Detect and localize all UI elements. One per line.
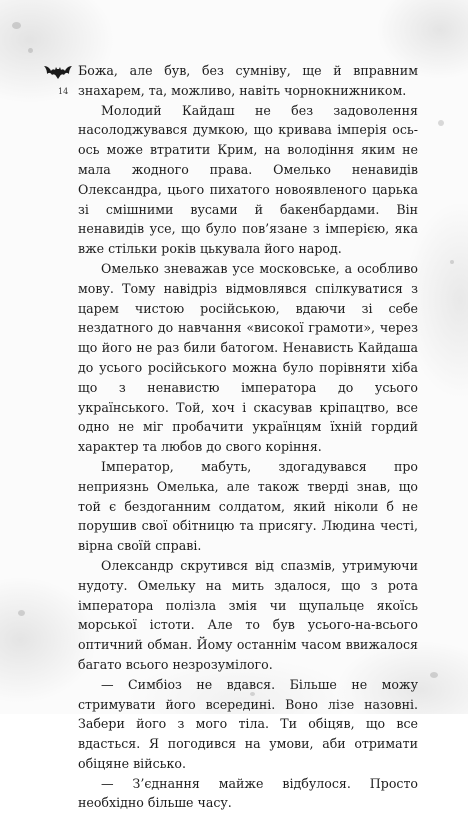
bat-icon — [43, 63, 73, 81]
ink-splatter — [438, 120, 444, 126]
body-text — [78, 61, 418, 813]
ink-splatter — [18, 610, 25, 616]
dialogue-paragraph: — З’єднання майже відбулося. Просто необхідно більше часу. — [78, 775, 418, 811]
paragraph: Божа, але був, без сумніву, ще й вправним знахарем, та, можливо, навіть чорнокнижником. — [78, 63, 418, 98]
ink-splatter — [12, 22, 21, 29]
ink-splatter — [28, 48, 33, 53]
paragraph: Омелько зневажав усе московське, а особливо мову. Тому навідріз відмовлявся спілкуватися з царем чистою російською, вдаючи зі себе нездатного до навчання «високої грамоти», через що його не раз били батогом. Ненависть Кайдаша до усього російського можна було порівняти хіба що з ненавистю імператора до усього українського. Той, хоч і скасував кріпацтво, все одно не міг пробачити українцям їхній гордий характер та любов до свого коріння. — [78, 260, 418, 455]
page-number: 14 — [58, 87, 69, 96]
dialogue-paragraph: — Симбіоз не вдався. Більше не можу стримувати його всередині. Воно лізе назовні. Забери його з мого тіла. Ти обіцяв, що все вдасться. Я погодився на умови, аби отримати обіцяне військо. — [78, 676, 418, 771]
ink-splatter — [450, 260, 454, 264]
paragraph: Імператор, мабуть, здогадувався про неприязнь Омелька, але також тверді знав, що той є бездоганним солдатом, який ніколи б не порушив свої обітницю та присягу. Людина честі, вірна своїй справі. — [78, 458, 418, 554]
ink-splatter — [430, 672, 438, 678]
paragraph: Олександр скрутився від спазмів, утримуючи нудоту. Омельку на мить здалося, що з рота імператора полізла змія чи щупальце якоїсь морської істоти. Але то був усього-на-всього оптичний обман. Йому останнім часом ввижалося багато всього незрозумілого. — [78, 557, 418, 672]
paragraph: Молодий Кайдаш не без задоволення насолоджувався думкою, що кривава імперія ось-ось може втратити Крим, на володіння яким не мала жодного права. Омелько ненавидів Олександра, цього пихатого новоявленого царька зі смішними вусами й бакенбардами. Він ненавидів усе, що було пов’язане з імперією, яка вже стільки років цькувала його народ. — [78, 102, 418, 257]
